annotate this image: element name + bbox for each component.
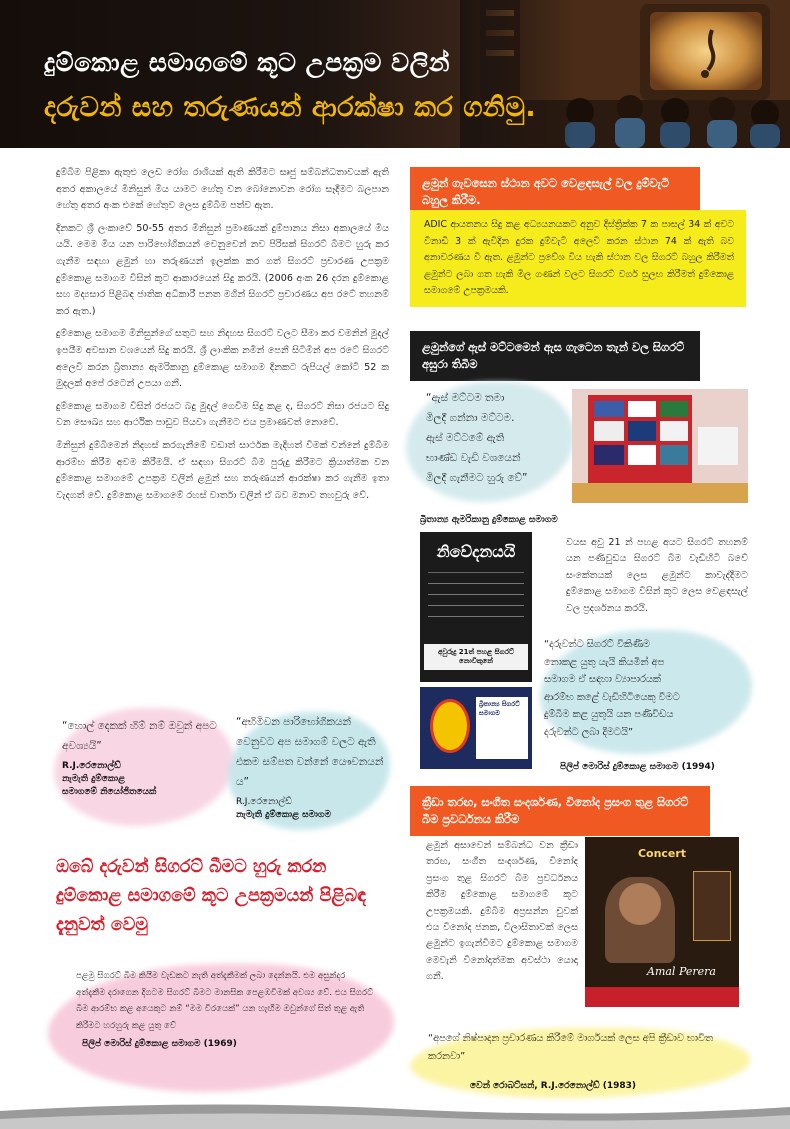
concert-title: Concert [637,847,687,860]
quote-line: දරුවන්ට ලබා දීමටයි” [544,726,634,738]
shop-display-illustration [572,389,748,503]
paragraph: දුම්කොළ සමාගම මිනිසුන්ගේ සතුට සහ නිදහස සිගරට් වලට සීමා කර වමනින් මුදල් ඉපයීම අවසාන වශයෙන් සිදු කරයි. ශ්‍රී ලාංකික නමින් පෙනී සිටීමින් අප රටේ සිගරට් අලෙවි කරන බ්‍රිතාන්‍ය ඇමරිකානු දුම්කොළ සමාගම දිනකට රුපියල් කෝටි 52 ක මුදලක් අපේ රටෙන් උපයා ගනී. [56,328,389,390]
performer-head [619,883,661,925]
concert-footer-strip [585,987,739,1007]
section-body: වයස අවු 21 න් පහළ අයට සිගරට් තහනම් යන පණිවුඩය සිගරට් බීම වැඩිහිටි බවේ සංකේතයක් ලෙස ළමුන්ට කාවැද්දීමට දුම්කොළ සමාගම විසින් කූට ලෙස වෙළඳසැල් වල ප්‍රදර්ශනය කරයි. [566,537,748,614]
left-column-body [56,165,389,510]
quote-card-2 [236,712,386,822]
quote-card-1 [62,716,227,799]
bottom-wave-decoration [0,1099,790,1129]
quote-line: දුම්බීම කළ යුතුයි යන පණිවිඩය [544,709,674,721]
quote-citation: වෙන් රොබට්සන්, R.J.රෙනොල්ඩ් (1983) [470,1081,636,1091]
quote-line: මිලදී ගැනීමට හුරු වේ” [426,472,528,484]
header-banner [0,0,790,148]
citation-line: R.J.රෙනොල්ඩ් [236,797,292,807]
quote-citation: පිලිප් මොරිස් දුම්කොළ සමාගම (1994) [560,762,715,772]
info-box: ADIC ආයතනය සිදු කළ අධ්‍යයනයකට අනුව දිස්ත්‍රික්ක 7 ක පාසල් 34 ක් අවට විනාඩි 3 ක් ඇවිදින දුරක දුම්වැටි අලෙවි කරන ස්ථාන 74 ක් ඇති බව අනාවරණය වී ඇත. ළමුන්ට ප්‍රවේශ විය හැකි ස්ථාන වල සිගරට් බහුල කිරීමත් ළමුන්ට ලබා ගත හැකි මිල ගණන් වලට සිගරට් වර්ග සුලභ කිරීමත් දුම්කොළ සමාගමේ උපක්‍රමයකි. [410,210,746,307]
shop-display-photo [572,389,748,503]
sign-logo [430,699,470,753]
citation-line: නැමැති දුම්කොළ සමාගම [236,810,331,820]
citation-line: නැමැති දුම්කොළ [62,774,125,784]
quote-citation [236,796,386,822]
quote-card-5 [544,636,744,742]
quote-text: “අපගේ නිෂ්පාදන ප්‍රචාරණය කිරීමේ මාර්ගයක් ලෙස අපි ක්‍රීඩාව භාවිත කරනවා” [428,1033,713,1062]
quote-line: සමාගම ඒ සඳහා ව්‍යාපාරයක් [544,674,661,686]
notice-subtitle: අවුරුදු 21ත් පහළ සිගරට් නොවිකුනේ [424,644,528,670]
quote-line: ආරම්භ කළේ වැඩිහිටියෙකු වීමට [544,691,680,703]
quote-citation [62,760,227,799]
quote-citation: පිලිප් මොරිස් දුම්කොළ සමාගම (1969) [82,1039,237,1049]
citation-line: R.J.රෙනොල්ඩ් [62,761,121,771]
concert-sponsor-panel [693,871,731,941]
notice-body-lines [428,572,524,632]
citation-line: සමාගමේ නියෝජිතයෙක් [62,787,157,797]
section-heading: ඔබේ දරුවන් සිගරට් බීමට හුරු කරන දුම්කොළ සමාගමේ කූට උපක්‍රමයන් පිළිබඳ දැනුවත් වෙමු [56,857,367,935]
quote-text: පළමු සිගරට් බීම කියීම වැඩකට නැති අත්දැකීමක් ලබා දෙන්නයි. එම අසුන්දර අත්දැකීම දරාගෙන දිගටම සිගරට් බීමට මානසික පෙළඹවීමක් අවශ්‍ය වේ. එය සිගරට් බීම ආරම්භ කළ අයෙකුට නම් “මම වීරයෙක්” යන හැඟීම ඔවුන්ගේ සිත් තුළ ඇති කිරීමට හරහුරු කළ යුතු වේ [76,971,374,1031]
sign-title: බ්‍රිතාන්‍ය සිගරට් සමාගම [476,697,528,759]
concert-poster-photo [585,837,739,1007]
banner-title-line1: දුම්කොළ සමාගමේ කූට උපක්‍රම වලින් [44,48,450,77]
section-tag: ක්‍රීඩා තරඟ, සංගීත සංදර්ශණ, විනෝද ප්‍රසංග තුළ සිගරට් බීම ප්‍රවර්ධනය කිරීම [410,786,710,836]
quote-line: නොකළ යුතු යැයි කියමින් අප [544,656,665,668]
quote-line: “දරුවන්ට සිගරට් විකිණීම [544,639,650,650]
section-tag: ළමුන්ගේ ඇස් මට්ටමෙන් ඇස ගැටෙන තැන් වල සිගරට් අසුරා තිබීම [410,331,700,381]
quote-line: “ඇස් මට්ටම තමා [426,392,505,404]
section-tag: ළමුන් ගැවසෙන ස්ථාන අවට වෙළඳසැල් වල දුම්වැටි බහුල කිරීම. [410,167,700,217]
quote-line: භාණ්ඩ වැඩි වශයෙන් [426,452,521,464]
notice-title: නිවේදනයයි [436,542,516,561]
performer-name: Amal Perera [647,965,716,978]
tv-scene-illustration [460,0,790,148]
quote-card-4 [426,388,572,488]
paragraph: මිනිසුන් දුම්බීමෙන් නිදහස් කරගැනීමේ වඩාත් සාර්ථක මැදිහත් වීමක් වන්නේ දුම්බීම ආරම්භ කිරීම අවම කිරීමයි. ඒ සඳහා සිගරට් බීම පුරුදු කිරීමට ක්‍රියාත්මක වන දුම්කොළ සමාගමේ උපක්‍රම වලින් ළමුන් සහ තරුණයන් ආරක්ෂා කර ගැනීම ඉතා වැදගත් වේ. දුම්කොළ සමාගමේ රහස් වාර්තා වලින් ඒ බව මනාව තහවුරු වේ. [56,439,389,501]
quote-text: “හොල් දෙකක් හිම් නම් ඔවුන් අපට අවශ්‍යයි” [62,720,217,752]
paragraph: දුම්කොළ සමාගම විසින් රජයට බදු මුදල් ගෙවීම සිදු කළ ද, සිගරට් නිසා රජයට සිදු වන සෞඛ්‍ය සහ ආර්ථික පාඩුව පියවා ගැනීමට එය ප්‍රමාණවත් නොවේ. [56,400,389,429]
paragraph: දිනකට ශ්‍රී ලංකාවේ 50-55 අතර මිනිසුන් ප්‍රමාණයක් දුම්පානය නිසා අකාලයේ මිය යයි. මෙම මිය යන පාරිභෝගිකයන් වෙනුවෙන් නව පිරිසක් සිගරට් බීමට හුරු කර ගැනීම සඳහා ළමුන් හා තරුණයන් ඉලක්ක කර ගත් සිගරට් ප්‍රචාරණ උපක්‍රම දුම්කොළ සමාගම විසින් කූට ආකාරයෙන් සිදු කරයි. (2006 අංක 26 දරන දුම්කොළ සහ මද්‍යසාර පිළිබඳ ජාතික අධිකාරී පනත මගින් සිගරට් ප්‍රචාරණය අප රටේ තහනම් කර ඇත.) [56,222,389,317]
shop-sign-photo [420,687,532,769]
quote-card-3 [76,968,376,1051]
quote-card-6 [428,1030,738,1066]
banner-title-line2: දරුවන් සහ තරුණයන් ආරක්ෂා කර ගනිමු. [44,92,537,123]
photo-caption: බ්‍රිතාන්‍ය ඇමරිකානු දුම්කොළ සමාගම [420,515,558,525]
quote-text: “අභිමිවන පාරිභෝගිකයන් වෙනුවට අප සමාගම් වලට ඇති එකම සම්පත වන්නේ යෞවනයන් ය” [236,716,384,788]
paragraph: දුම්බීම පිළිකා ඇතුළු ලෙඩ රෝග රාශියක් ඇති කිරීමට සෘජු සම්බන්ධතාවයක් ඇති අතර අකාලයේ මිනිසුන් මිය යාමට හේතු වන බෝනොවන රෝග සෑදීමට බලපාන හේතු අතර අංක එකේ හේතුව ලෙස දුම්බීම පත්ව ඇත. [56,167,389,212]
notice-board-photo [420,532,532,682]
section-body: ළමුන් අසාවෙන් සම්බන්ධ වන ක්‍රීඩා තරඟ, සංගීත සංදර්ශණ, විනෝද ප්‍රසංග තුළ සිගරට් බීම ප්‍රවර්ධනය කිරීම දුම්කොළ සමාගමේ කූට උපක්‍රමයකි. දුම්බීම අප්‍රසන්න චුවක් එය විනෝද ජනක, විලාසිතාවක් ලෙස ළමුන්ට ඉගැන්වීමට දුම්කොළ සමාගම මෙවැනි විනෝදාත්මක අවස්ථා යොදා ගනී. [426,840,578,983]
quote-line: ඇස් මට්ටමේ ඇති [426,432,505,444]
quote-line: මිලදී ගන්නා මට්ටම. [426,412,515,424]
